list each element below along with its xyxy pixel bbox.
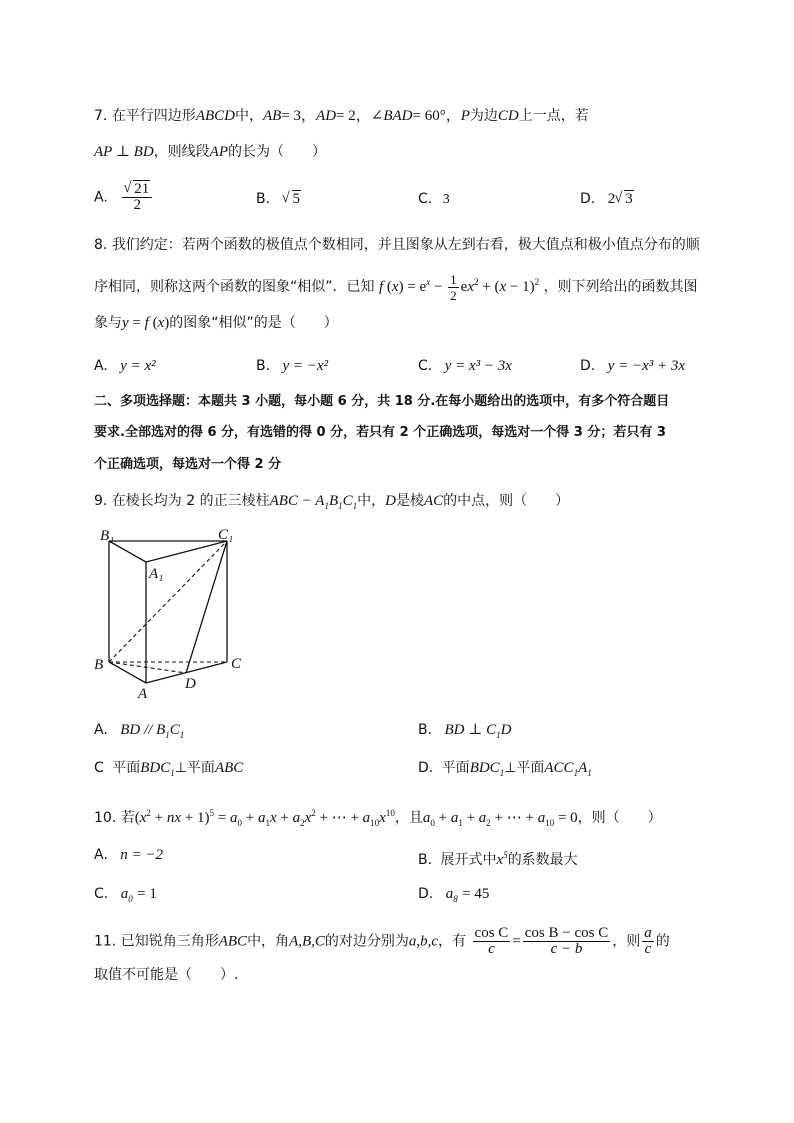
q10-option-d[interactable]	[418, 884, 489, 909]
q11-text4: ，有	[438, 933, 467, 950]
option-expr: $BDC_1$	[140, 760, 175, 778]
hidden-segment-bd	[109, 662, 186, 673]
q9-number: 9.	[94, 493, 108, 509]
q7-cd: CD	[497, 108, 519, 124]
q7-ab: AB	[262, 108, 282, 124]
q8-number: 8.	[94, 237, 108, 253]
q7-line1	[94, 106, 589, 126]
option-expr: BD ⊥ $C_1D$	[444, 722, 512, 740]
option-text2: ⊥平面	[504, 760, 545, 776]
q8-line1	[94, 235, 700, 255]
option-label: C.	[418, 358, 433, 374]
q7-text4: 上一点，若	[518, 108, 589, 124]
q9-text2: 中，	[357, 493, 386, 509]
q7-option-a[interactable]	[94, 182, 154, 213]
q11-text6: 的	[655, 933, 670, 950]
option-value: 3	[442, 192, 450, 207]
option-label: D.	[418, 760, 434, 776]
q10-text1: 若	[120, 810, 135, 826]
option-expr: y = −x²	[282, 358, 329, 374]
q11-line1: 11. 已知锐角三角形ABC中，角A,B,C的对边分别为a,b,c，有 $\frac{\text{cos C}}{c}$ = $\frac{\text{cos B − cos C}}{c - b}$ ，则 $\frac{a}{c}$ 的	[94, 925, 670, 957]
label-c: C	[231, 656, 242, 672]
option-expr: y = x²	[120, 358, 156, 374]
q8-line3	[94, 313, 338, 333]
option-label: D.	[418, 886, 434, 902]
q8-text4: 象与	[94, 315, 122, 331]
q11-sides: a,b,c	[408, 933, 439, 950]
denominator: 2	[133, 197, 141, 213]
q10-option-b[interactable]	[418, 845, 578, 870]
q9-d: D	[385, 493, 396, 509]
q10-sum: $a_0 + a_1 + a_2$ + ⋯ + $a_{10} = 0$	[422, 810, 578, 828]
q8-text3: ，则下列给出的函数其图	[543, 279, 698, 295]
q9-option-d[interactable]	[418, 758, 592, 783]
option-label: D.	[580, 191, 596, 207]
q7-angle: ∠BAD	[370, 108, 413, 124]
option-expr2: $ACC_1A_1$	[544, 760, 592, 778]
q9-option-a[interactable]	[94, 720, 184, 745]
q10-option-c[interactable]	[94, 884, 157, 909]
q9-option-b[interactable]	[418, 720, 511, 745]
q7-number: 7.	[94, 108, 108, 124]
option-label: B.	[418, 852, 433, 868]
label-b: B	[94, 657, 104, 673]
option-label: A.	[94, 358, 108, 374]
option-expr: = 1	[137, 886, 157, 902]
option-label: C	[94, 760, 104, 776]
option-expr: $x^5$	[496, 850, 508, 868]
q10-line1	[94, 803, 662, 833]
option-text2: 的系数最大	[507, 852, 578, 868]
option-expr: = 45	[462, 886, 490, 902]
option-text: 展开式中	[440, 852, 497, 868]
numerator: cos B − cos C	[524, 925, 609, 941]
q11-text1: 已知锐角三角形	[120, 933, 219, 950]
option-var: $a_8$	[445, 886, 458, 904]
hidden-segment-bc1	[109, 541, 227, 662]
q11-fraction3	[642, 926, 654, 957]
option-expr: y = x³ − 3x	[444, 358, 512, 374]
q8-text2: 序相同，则称这两个函数的图象“相似”．已知	[94, 279, 375, 295]
q7-eq3: = 3，	[281, 108, 317, 124]
q9-text4: 的中点，则（ ）	[443, 493, 570, 509]
option-label: B.	[256, 191, 271, 207]
option-label: C.	[418, 191, 433, 207]
q7-line2	[94, 142, 326, 162]
q7-deg: = 60°，	[412, 108, 461, 124]
option-var: $a_0$	[120, 886, 133, 904]
q11-text3: 的对边分别为	[324, 933, 409, 950]
q8-option-b[interactable]	[256, 356, 328, 376]
option-label: C.	[94, 886, 109, 902]
section2-line3: 个正确选项，每选对一个得 2 分	[94, 457, 282, 472]
coefficient: 2	[607, 191, 616, 207]
option-label: D.	[580, 358, 596, 374]
q8-option-a[interactable]	[94, 356, 156, 376]
q7-text: 在平行四边形	[111, 108, 196, 124]
q9-text1: 在棱长均为 2 的正三棱柱	[111, 493, 270, 509]
option-label: B.	[256, 358, 271, 374]
q7-text2: 中，	[234, 108, 263, 124]
numerator: a	[644, 925, 652, 941]
q9-text3: 是棱	[396, 493, 424, 509]
section2-line1: 二、多项选择题：本题共 3 小题，每小题 6 分，共 18 分.在每小题给出的选项中，有多个符合题目	[94, 394, 670, 409]
label-a1: A₁	[149, 566, 164, 582]
option-label: A.	[94, 847, 108, 863]
radicand: 5	[292, 191, 301, 207]
edge-a1c1	[146, 541, 227, 562]
q7-ap-perp-bd: AP ⊥ BD	[94, 144, 154, 160]
q10-number: 10.	[94, 810, 117, 826]
q9-ac: AC	[424, 493, 444, 509]
q8-line2	[94, 272, 698, 303]
q10-expansion: ($x^2$ + nx + $1)^5 = a_0 + a_1x + a_2x^2$ + ⋯ + $a_{10}x^{10}$	[134, 808, 395, 828]
fraction	[122, 182, 152, 213]
q11-text5: ，则	[612, 933, 641, 950]
option-label: B.	[418, 722, 433, 738]
q9-line1	[94, 491, 569, 516]
q7-eq2: = 2，	[336, 108, 371, 124]
radicand: 21	[134, 181, 150, 197]
option-label: A.	[94, 722, 108, 738]
q7-p: P	[460, 108, 470, 124]
label-b1: B₁	[100, 528, 115, 544]
q8-text5: 的图象“相似”的是（ ）	[169, 315, 338, 331]
q10-option-a[interactable]	[94, 845, 163, 865]
q9-prism-figure	[94, 526, 254, 706]
label-c1: C₁	[218, 527, 234, 543]
q7-text3: 为边	[469, 108, 498, 124]
q10-text2: ，且	[394, 810, 423, 826]
option-expr: $BDC_1$	[469, 760, 505, 778]
denominator: c − b	[550, 941, 583, 957]
q11-fraction2	[523, 926, 610, 957]
q8-y-eq-fx: y = f (x)	[122, 315, 170, 331]
option-expr: BD // $B_1C_1$	[120, 722, 185, 740]
denominator: c	[488, 941, 495, 957]
q7-option-d[interactable]	[580, 189, 634, 209]
q7-ad: AD	[316, 108, 337, 124]
denominator: c	[644, 941, 652, 957]
option-expr: y = −x³ + 3x	[607, 358, 686, 374]
q7-text5: ，则线段	[153, 144, 210, 160]
edge-ba	[109, 662, 146, 683]
q7-option-c[interactable]	[418, 189, 450, 210]
edge-b1a1	[109, 541, 146, 562]
q11-text2: 中，角	[247, 933, 290, 950]
option-text: 平面	[112, 760, 141, 776]
option-label: A.	[94, 189, 108, 206]
radicand: 3	[625, 191, 633, 207]
q10-text3: ，则（ ）	[577, 810, 662, 826]
option-expr2: ABC	[214, 760, 244, 776]
q8-option-d[interactable]	[580, 356, 685, 376]
label-d: D	[185, 676, 196, 692]
option-expr: n = −2	[120, 847, 163, 863]
q7-ap: AP	[209, 144, 228, 160]
q11-fraction1	[473, 926, 511, 957]
q11-abc: ABC	[218, 933, 248, 950]
q8-option-c[interactable]	[418, 356, 512, 376]
segment-c1d	[186, 541, 227, 673]
q7-abcd: ABCD	[195, 108, 235, 124]
q7-text6: 的长为（ ）	[227, 144, 326, 160]
q9-prism-name: ABC − $A_1B_1C_1$	[269, 493, 358, 511]
label-a: A	[138, 686, 148, 702]
q11-angles: A,B,C	[289, 933, 325, 950]
q8-function-def: f $(x) = e^x$ − $\frac{1}{2}$ $ex^2 + (x - 1)^2$	[378, 272, 540, 304]
section2-line2: 要求.全部选对的得 6 分，有选错的得 0 分，若只有 2 个正确选项，每选对一个得 3 分；若只有 3	[94, 425, 666, 440]
q11-line2: 取值不可能是（ ）.	[94, 967, 239, 983]
numerator: cos C	[474, 925, 509, 941]
q11-number: 11.	[94, 933, 117, 950]
q9-option-c[interactable]	[94, 758, 243, 783]
option-text: 平面	[441, 760, 470, 776]
option-text2: ⊥平面	[174, 760, 215, 776]
q7-option-b[interactable]	[256, 189, 301, 209]
q8-text1: 我们约定：若两个函数的极值点个数相同，并且图象从左到右看，极大值点和极小值点分布的顺	[111, 237, 700, 253]
